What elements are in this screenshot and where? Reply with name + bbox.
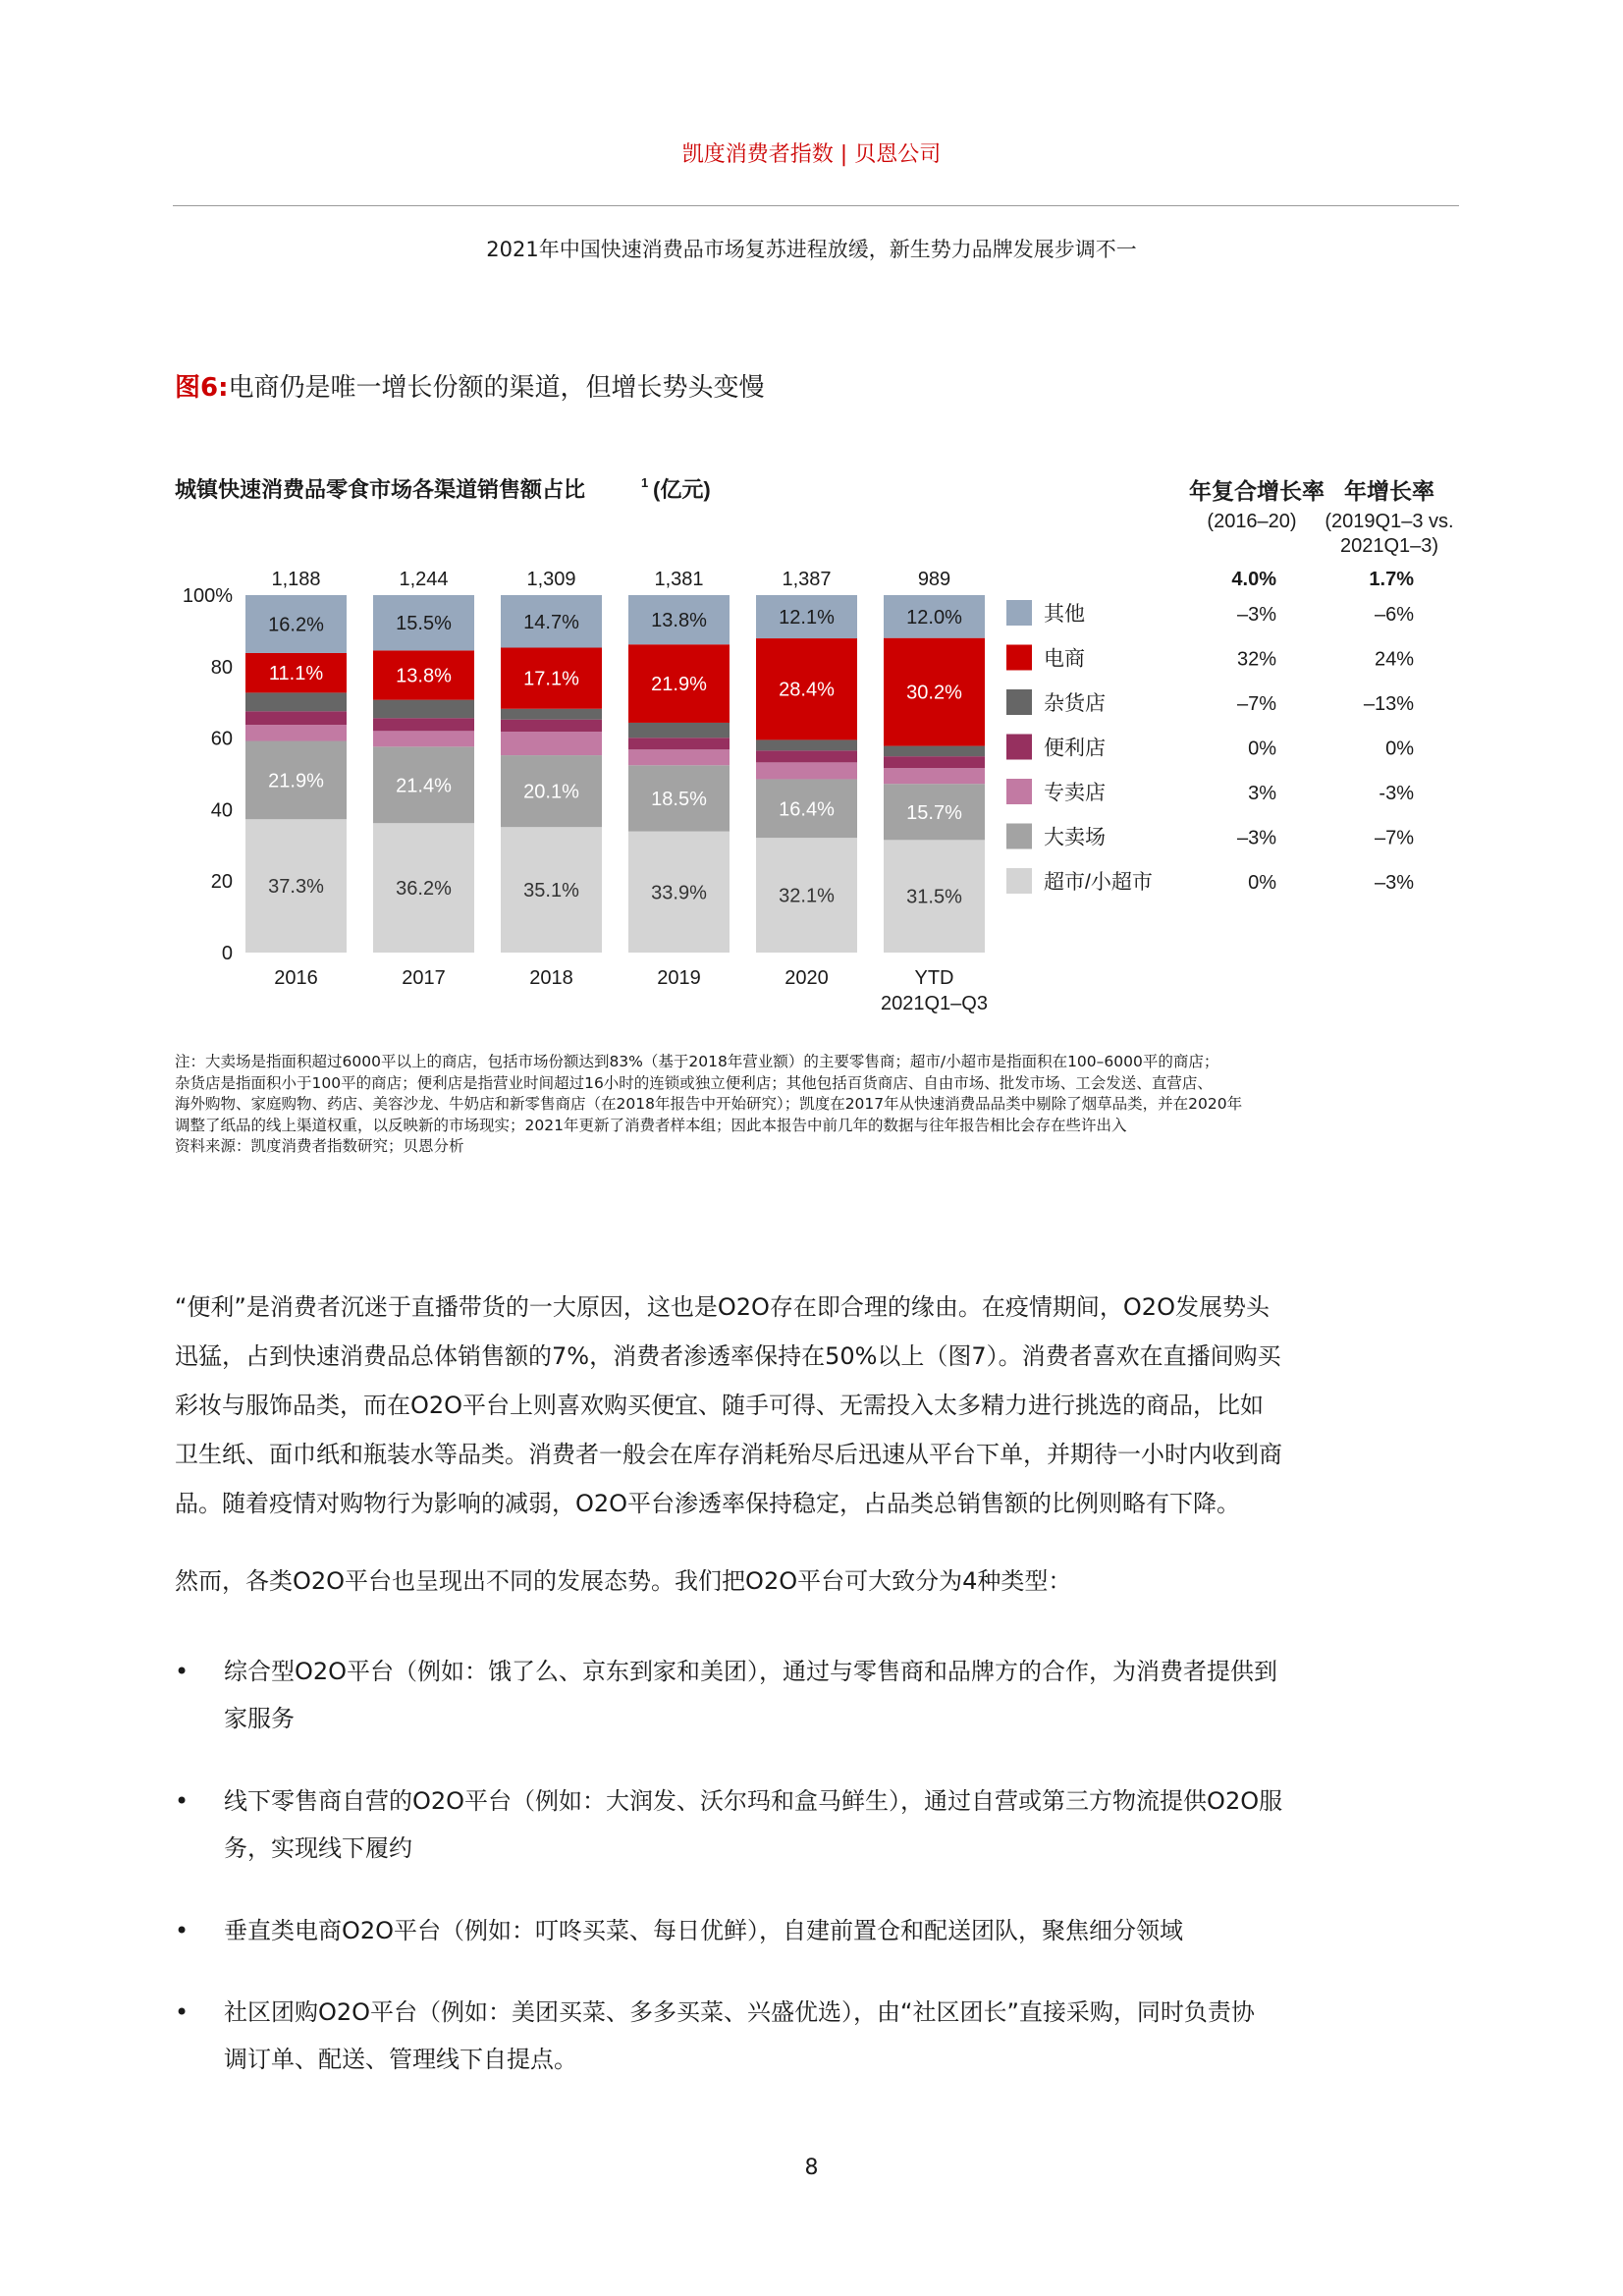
table-header-yoy: 年增长率 xyxy=(1344,478,1434,504)
x-tick-label: 2017 xyxy=(402,967,446,989)
y-tick-label: 0 xyxy=(221,943,233,964)
note-line: 注：大卖场是指面积超过6000平以上的商店，包括市场份额达到83%（基于2018年营业额）的主要零售商；超市/小超市是指面积在100–6000平的商店； xyxy=(175,1053,1219,1070)
bullet-text xyxy=(224,1648,1461,1742)
legend-swatch xyxy=(1006,824,1032,849)
text-line: 品。随着疫情对购物行为影响的减弱，O2O平台渗透率保持稳定，占品类总销售额的比例则略有下降。 xyxy=(175,1490,1241,1517)
bullet-text xyxy=(224,1777,1461,1872)
table-cell-yoy: 0% xyxy=(1385,738,1414,760)
total-label: 1,387 xyxy=(782,569,832,590)
table-cell-yoy: -3% xyxy=(1379,783,1414,804)
legend-label: 专卖店 xyxy=(1044,782,1106,804)
table-cell-cagr: 32% xyxy=(1236,648,1276,671)
table-total-yoy: 1.7% xyxy=(1369,569,1414,590)
bar-segment xyxy=(245,725,347,740)
header-brand: 凯度消费者指数 | 贝恩公司 xyxy=(681,142,942,167)
bullet-marker: • xyxy=(175,1787,189,1815)
table-subheader-cagr: (2016–20) xyxy=(1207,511,1297,532)
data-label: 36.2% xyxy=(396,878,452,901)
note-line: 调整了纸品的线上渠道权重，以反映新的市场现实；2021年更新了消费者样本组；因此本报告中前几年的数据与往年报告相比会存在些许出入 xyxy=(175,1116,1127,1134)
bar-segment xyxy=(501,720,602,732)
total-label: 1,381 xyxy=(654,569,704,590)
chart-notes xyxy=(175,1052,1451,1158)
bar-segment xyxy=(245,692,347,711)
page-number: 8 xyxy=(804,2156,819,2180)
bullet-item xyxy=(175,1989,1461,2083)
data-label: 30.2% xyxy=(906,682,962,704)
chart-title-superscript: 1 xyxy=(641,475,649,490)
data-label: 21.9% xyxy=(651,674,707,696)
table-header-cagr: 年复合增长率 xyxy=(1189,478,1325,504)
x-tick-label: 2020 xyxy=(784,967,829,989)
data-label: 14.7% xyxy=(523,611,579,633)
data-label: 35.1% xyxy=(523,880,579,902)
legend-swatch xyxy=(1006,600,1032,626)
text-line: 家服务 xyxy=(224,1705,295,1732)
bar-segment xyxy=(373,718,474,731)
data-label: 21.9% xyxy=(268,770,324,793)
bar-segment xyxy=(501,709,602,720)
table-cell-cagr: 0% xyxy=(1248,872,1276,894)
legend-label: 其他 xyxy=(1044,603,1085,626)
bar-segment xyxy=(884,746,985,757)
data-label: 37.3% xyxy=(268,876,324,899)
table-subheader-yoy: 2021Q1–3) xyxy=(1339,535,1439,557)
y-tick-label: 40 xyxy=(210,799,233,822)
legend-swatch xyxy=(1006,779,1032,804)
table-cell-cagr: –7% xyxy=(1236,693,1276,715)
stacked-bar-chart xyxy=(0,0,1623,1041)
y-tick-label: 80 xyxy=(210,656,233,679)
legend-label: 电商 xyxy=(1044,647,1085,671)
bar-segment xyxy=(373,731,474,746)
table-cell-cagr: 0% xyxy=(1248,738,1276,760)
x-tick-label: YTD xyxy=(914,967,954,989)
body-paragraph-2: 然而，各类O2O平台也呈现出不同的发展态势。我们把O2O平台可大致分为4种类型： xyxy=(175,1567,1072,1595)
text-line: 迅猛，占到快速消费品总体销售额的7%，消费者渗透率保持在50%以上（图7）。消费者喜欢在直播间购买 xyxy=(175,1342,1281,1370)
total-label: 1,309 xyxy=(526,569,576,590)
data-label: 28.4% xyxy=(779,679,835,701)
table-cell-yoy: –3% xyxy=(1374,872,1414,894)
total-label: 1,244 xyxy=(399,569,449,590)
table-cell-cagr: –3% xyxy=(1236,604,1276,626)
text-line: 调订单、配送、管理线下自提点。 xyxy=(224,2046,577,2073)
chart-title-unit: (亿元) xyxy=(653,477,711,502)
body-paragraph-1 xyxy=(175,1283,1461,1528)
bar-segment xyxy=(501,732,602,755)
bullet-marker: • xyxy=(175,1998,189,2026)
text-line: 彩妆与服饰品类，而在O2O平台上则喜欢购买便宜、随手可得、无需投入太多精力进行挑选的商品，比如 xyxy=(175,1392,1265,1419)
text-line: 社区团购O2O平台（例如：美团买菜、多多买菜、兴盛优选），由“社区团长”直接采购，同时负责协 xyxy=(224,1998,1255,2026)
bar-segment xyxy=(245,711,347,725)
table-cell-cagr: 3% xyxy=(1248,783,1276,804)
bar-segment xyxy=(884,756,985,768)
bullet-item xyxy=(175,1648,1461,1742)
source-line: 资料来源：凯度消费者指数研究；贝恩分析 xyxy=(175,1137,464,1155)
data-label: 31.5% xyxy=(906,886,962,908)
data-label: 12.1% xyxy=(779,607,835,629)
y-tick-label: 60 xyxy=(210,728,233,750)
text-line: 综合型O2O平台（例如：饿了么、京东到家和美团），通过与零售商和品牌方的合作，为消费者提供到 xyxy=(224,1658,1278,1685)
table-cell-yoy: –13% xyxy=(1363,693,1414,715)
x-tick-label: 2019 xyxy=(657,967,701,989)
bar-segment xyxy=(373,700,474,719)
legend-label: 大卖场 xyxy=(1044,826,1106,849)
data-label: 13.8% xyxy=(651,610,707,632)
data-label: 20.1% xyxy=(523,781,579,803)
data-label: 12.0% xyxy=(906,606,962,629)
bar-segment xyxy=(756,750,857,762)
page-subtitle: 2021年中国快速消费品市场复苏进程放缓，新生势力品牌发展步调不一 xyxy=(486,238,1137,261)
total-label: 989 xyxy=(917,569,951,590)
bullet-item xyxy=(175,1907,1461,1954)
figure-number: 图6: xyxy=(175,373,229,403)
legend-swatch xyxy=(1006,868,1032,894)
legend-label: 杂货店 xyxy=(1044,692,1106,715)
text-line: 卫生纸、面巾纸和瓶装水等品类。消费者一般会在库存消耗殆尽后迅速从平台下单，并期待一小时内收到商 xyxy=(175,1441,1282,1468)
y-tick-label: 100% xyxy=(182,585,233,607)
data-label: 17.1% xyxy=(523,668,579,690)
y-tick-label: 20 xyxy=(210,871,233,894)
bullet-marker: • xyxy=(175,1658,189,1685)
chart-title: 城镇快速消费品零食市场各渠道销售额占比 xyxy=(175,477,586,502)
text-line: 线下零售商自营的O2O平台（例如：大润发、沃尔玛和盒马鲜生），通过自营或第三方物流提供O2O服 xyxy=(224,1787,1283,1815)
x-tick-sublabel: 2021Q1–Q3 xyxy=(881,993,988,1014)
x-tick-label: 2018 xyxy=(529,967,573,989)
bullet-marker: • xyxy=(175,1917,189,1944)
table-cell-yoy: 24% xyxy=(1374,648,1414,671)
figure-title-text: 电商仍是唯一增长份额的渠道，但增长势头变慢 xyxy=(228,373,765,403)
x-tick-label: 2016 xyxy=(274,967,318,989)
data-label: 13.8% xyxy=(396,665,452,687)
data-label: 21.4% xyxy=(396,775,452,797)
text-line: “便利”是消费者沉迷于直播带货的一大原因，这也是O2O存在即合理的缘由。在疫情期间，O2O发展势头 xyxy=(175,1293,1270,1321)
bullet-item xyxy=(175,1777,1461,1872)
data-label: 15.5% xyxy=(396,613,452,635)
table-cell-yoy: –6% xyxy=(1374,604,1414,626)
data-label: 16.4% xyxy=(779,798,835,821)
data-label: 15.7% xyxy=(906,801,962,824)
bar-segment xyxy=(628,738,730,749)
data-label: 33.9% xyxy=(651,882,707,904)
data-label: 16.2% xyxy=(268,614,324,636)
table-cell-cagr: –3% xyxy=(1236,827,1276,849)
bar-segment xyxy=(628,749,730,765)
note-line: 杂货店是指面积小于100平的商店；便利店是指营业时间超过16小时的连锁或独立便利店；其他包括百货商店、自由市场、批发市场、工会发送、直营店、 xyxy=(175,1073,1213,1092)
legend-label: 超市/小超市 xyxy=(1044,871,1153,894)
legend-swatch xyxy=(1006,689,1032,715)
data-label: 32.1% xyxy=(779,885,835,907)
text-line: 垂直类电商O2O平台（例如：叮咚买菜、每日优鲜），自建前置仓和配送团队，聚焦细分领域 xyxy=(224,1917,1184,1944)
text-line: 务，实现线下履约 xyxy=(224,1834,412,1862)
bar-segment xyxy=(884,768,985,784)
note-line: 海外购物、家庭购物、药店、美容沙龙、牛奶店和新零售商店（在2018年报告中开始研究）；凯度在2017年从快速消费品品类中剔除了烟草品类，并在2020年 xyxy=(175,1095,1243,1113)
bar-segment xyxy=(756,739,857,750)
bar-segment xyxy=(628,723,730,738)
bar-segment xyxy=(756,762,857,779)
data-label: 18.5% xyxy=(651,788,707,810)
table-total-cagr: 4.0% xyxy=(1231,569,1276,590)
total-label: 1,188 xyxy=(271,569,321,590)
bullet-text xyxy=(224,1907,1461,1954)
data-label: 11.1% xyxy=(268,663,324,685)
legend-swatch xyxy=(1006,645,1032,671)
legend-label: 便利店 xyxy=(1044,737,1106,760)
bullet-text xyxy=(224,1989,1461,2083)
legend-swatch xyxy=(1006,735,1032,760)
table-subheader-yoy: (2019Q1–3 vs. xyxy=(1325,511,1454,532)
table-cell-yoy: –7% xyxy=(1374,827,1414,849)
